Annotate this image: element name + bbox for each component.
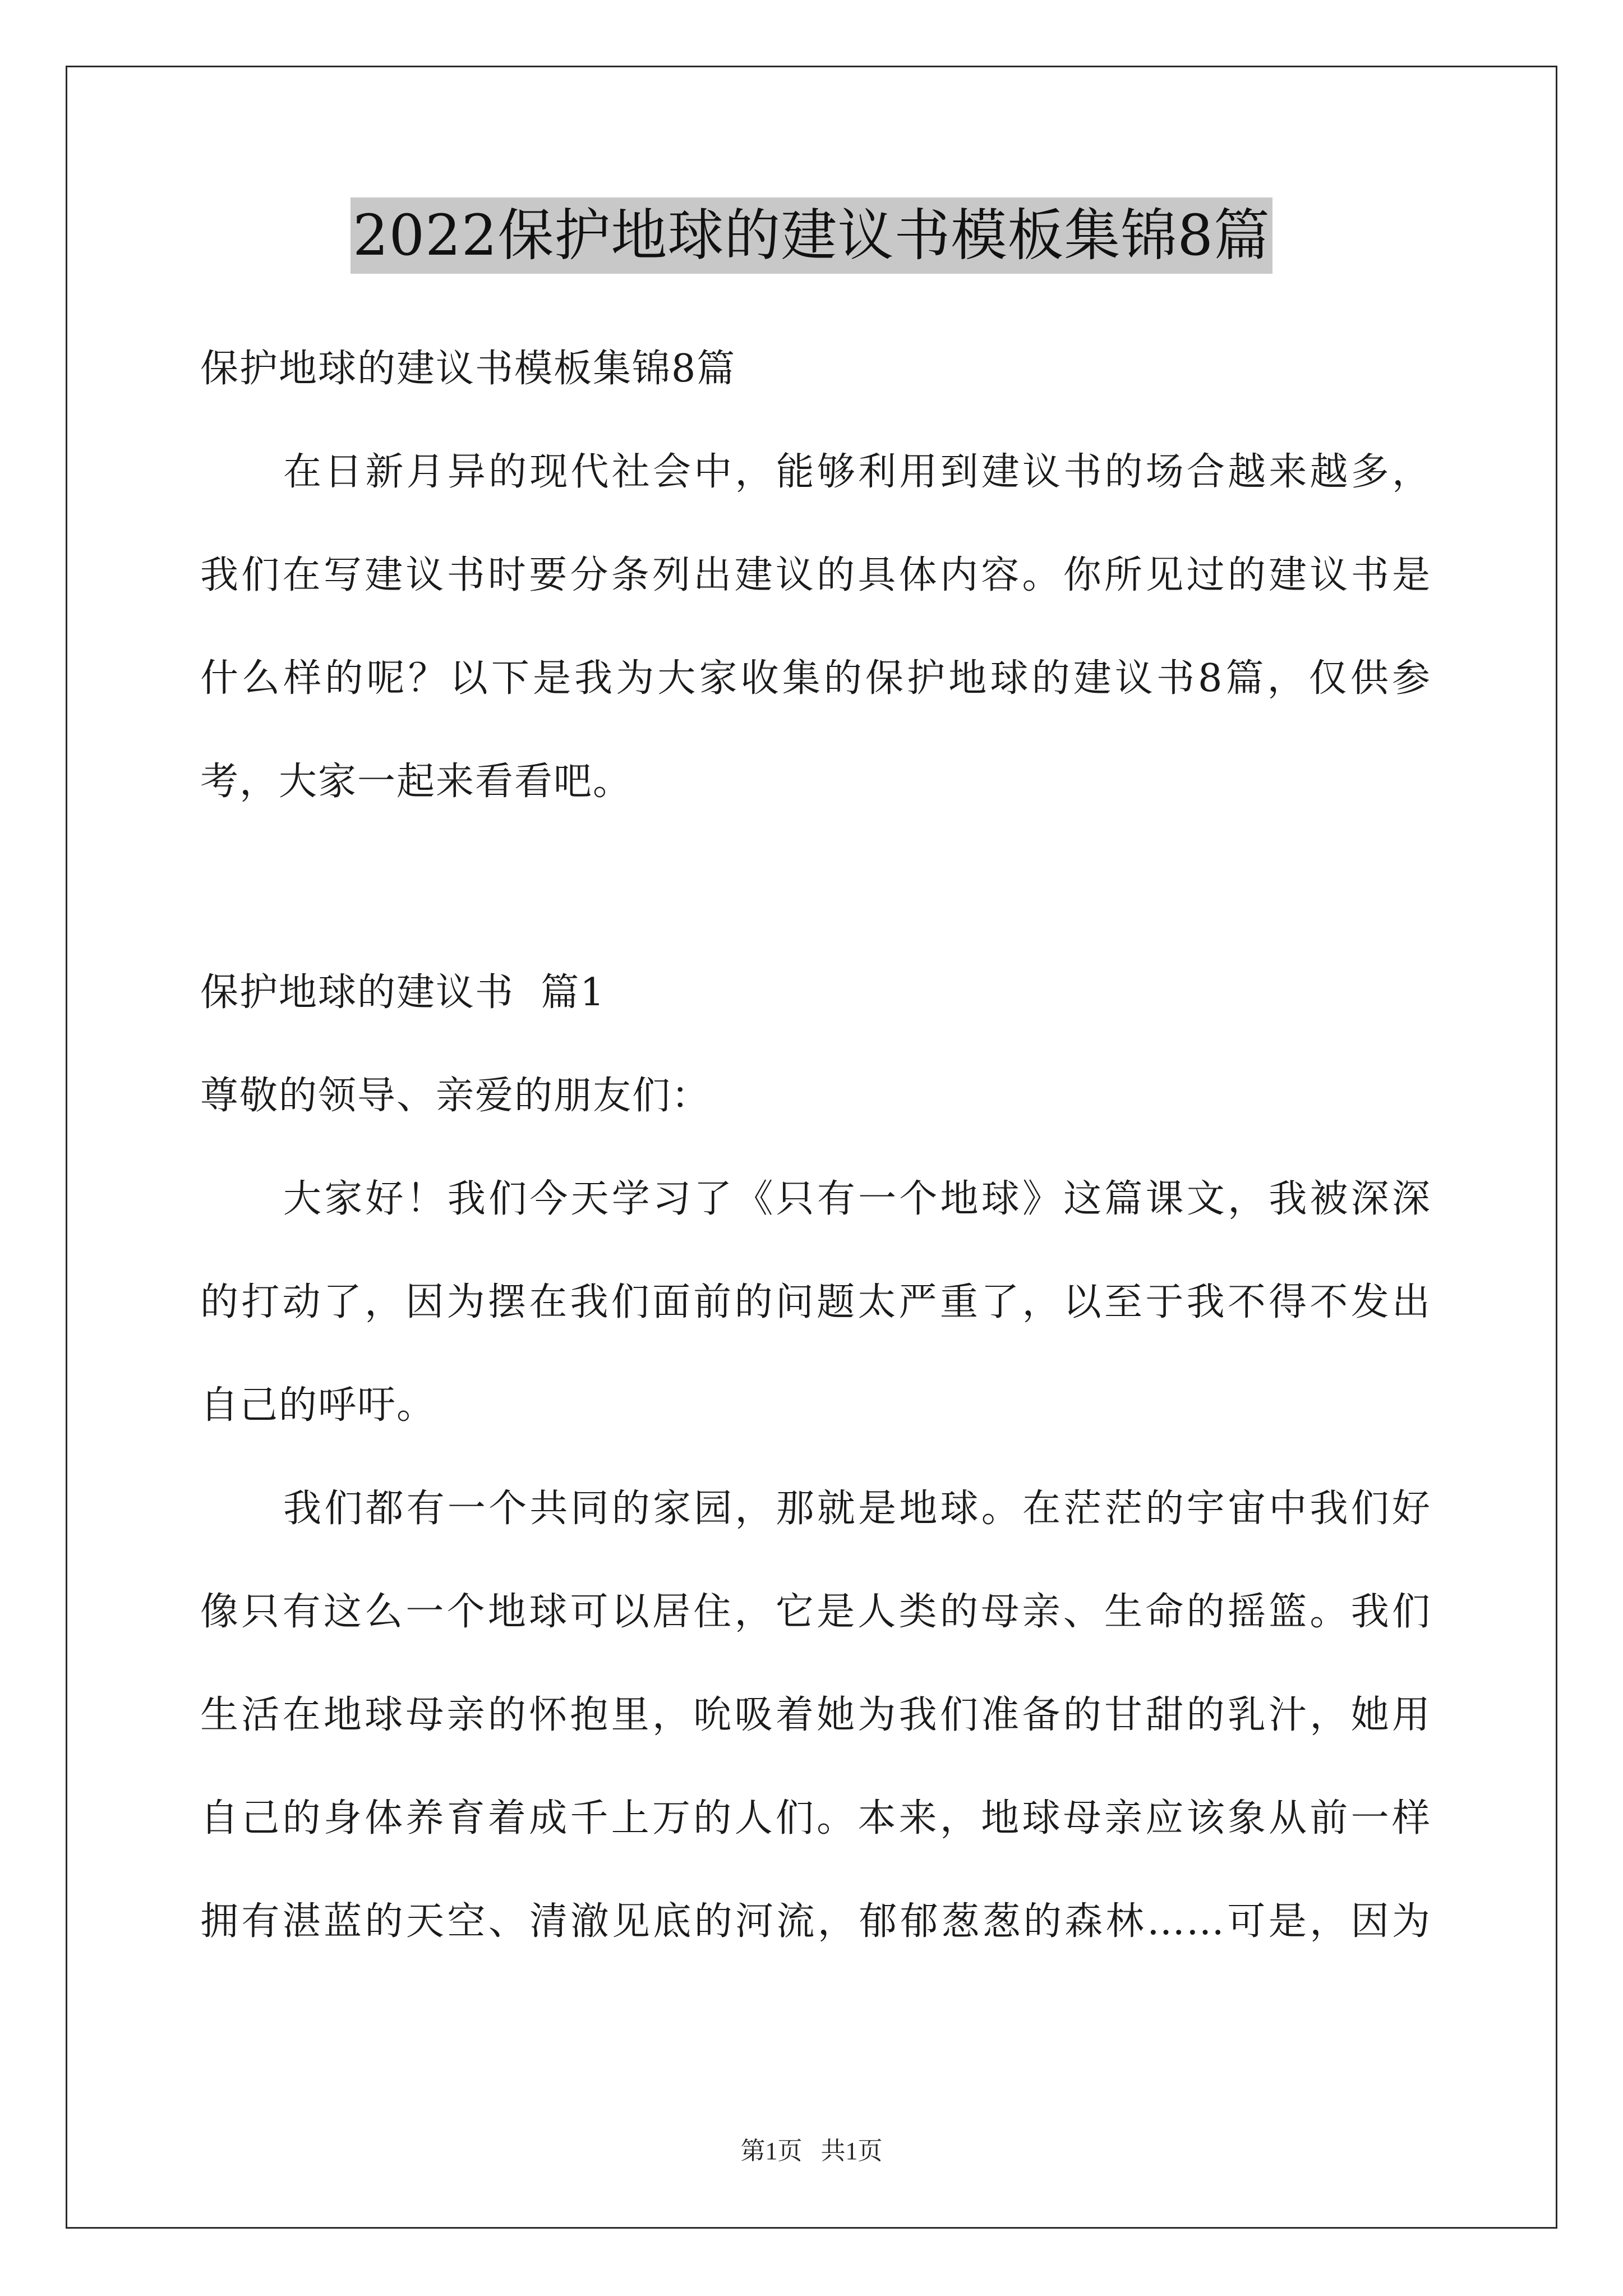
paragraph-line: 像只有这么一个地球可以居住，它是人类的母亲、生命的摇篮。我们 bbox=[200, 1590, 1431, 1634]
document-body bbox=[200, 318, 1431, 1973]
page-number: 第1页 共1页 bbox=[740, 2137, 883, 2165]
paragraph-line: 拥有湛蓝的天空、清澈见底的河流，郁郁葱葱的森林……可是，因为 bbox=[200, 1899, 1431, 1944]
section-heading: 保护地球的建议书 篇1 bbox=[200, 970, 606, 1015]
title-container bbox=[0, 197, 1623, 274]
paragraph-line: 我们在写建议书时要分条列出建议的具体内容。你所见过的建议书是 bbox=[200, 553, 1431, 597]
page-footer bbox=[0, 2131, 1623, 2166]
paragraph-2 bbox=[200, 1457, 1431, 1973]
salutation: 尊敬的领导、亲爱的朋友们： bbox=[200, 1074, 711, 1118]
paragraph-line: 大家好！我们今天学习了《只有一个地球》这篇课文，我被深深 bbox=[283, 1177, 1431, 1221]
paragraph-line: 自己的身体养育着成千上万的人们。本来，地球母亲应该象从前一样 bbox=[200, 1796, 1431, 1841]
document-title: 2022保护地球的建议书模板集锦8篇 bbox=[351, 197, 1272, 274]
paragraph-line: 生活在地球母亲的怀抱里，吮吸着她为我们准备的甘甜的乳汁，她用 bbox=[200, 1693, 1431, 1737]
paragraph-line: 的打动了，因为摆在我们面前的问题太严重了，以至于我不得不发出 bbox=[200, 1280, 1431, 1324]
paragraph-1 bbox=[200, 1148, 1431, 1457]
paragraph-line: 在日新月异的现代社会中，能够利用到建议书的场合越来越多， bbox=[283, 450, 1431, 494]
paragraph-line: 我们都有一个共同的家园，那就是地球。在茫茫的宇宙中我们好 bbox=[283, 1487, 1431, 1531]
spacer bbox=[200, 834, 1431, 941]
paragraph-line: 什么样的呢？以下是我为大家收集的保护地球的建议书8篇，仅供参 bbox=[200, 656, 1431, 701]
paragraph-line: 考，大家一起来看看吧。 bbox=[200, 760, 633, 804]
document-subtitle: 保护地球的建议书模板集锦8篇 bbox=[200, 347, 736, 391]
intro-paragraph bbox=[200, 421, 1431, 834]
paragraph-line: 自己的呼吁。 bbox=[200, 1383, 436, 1428]
